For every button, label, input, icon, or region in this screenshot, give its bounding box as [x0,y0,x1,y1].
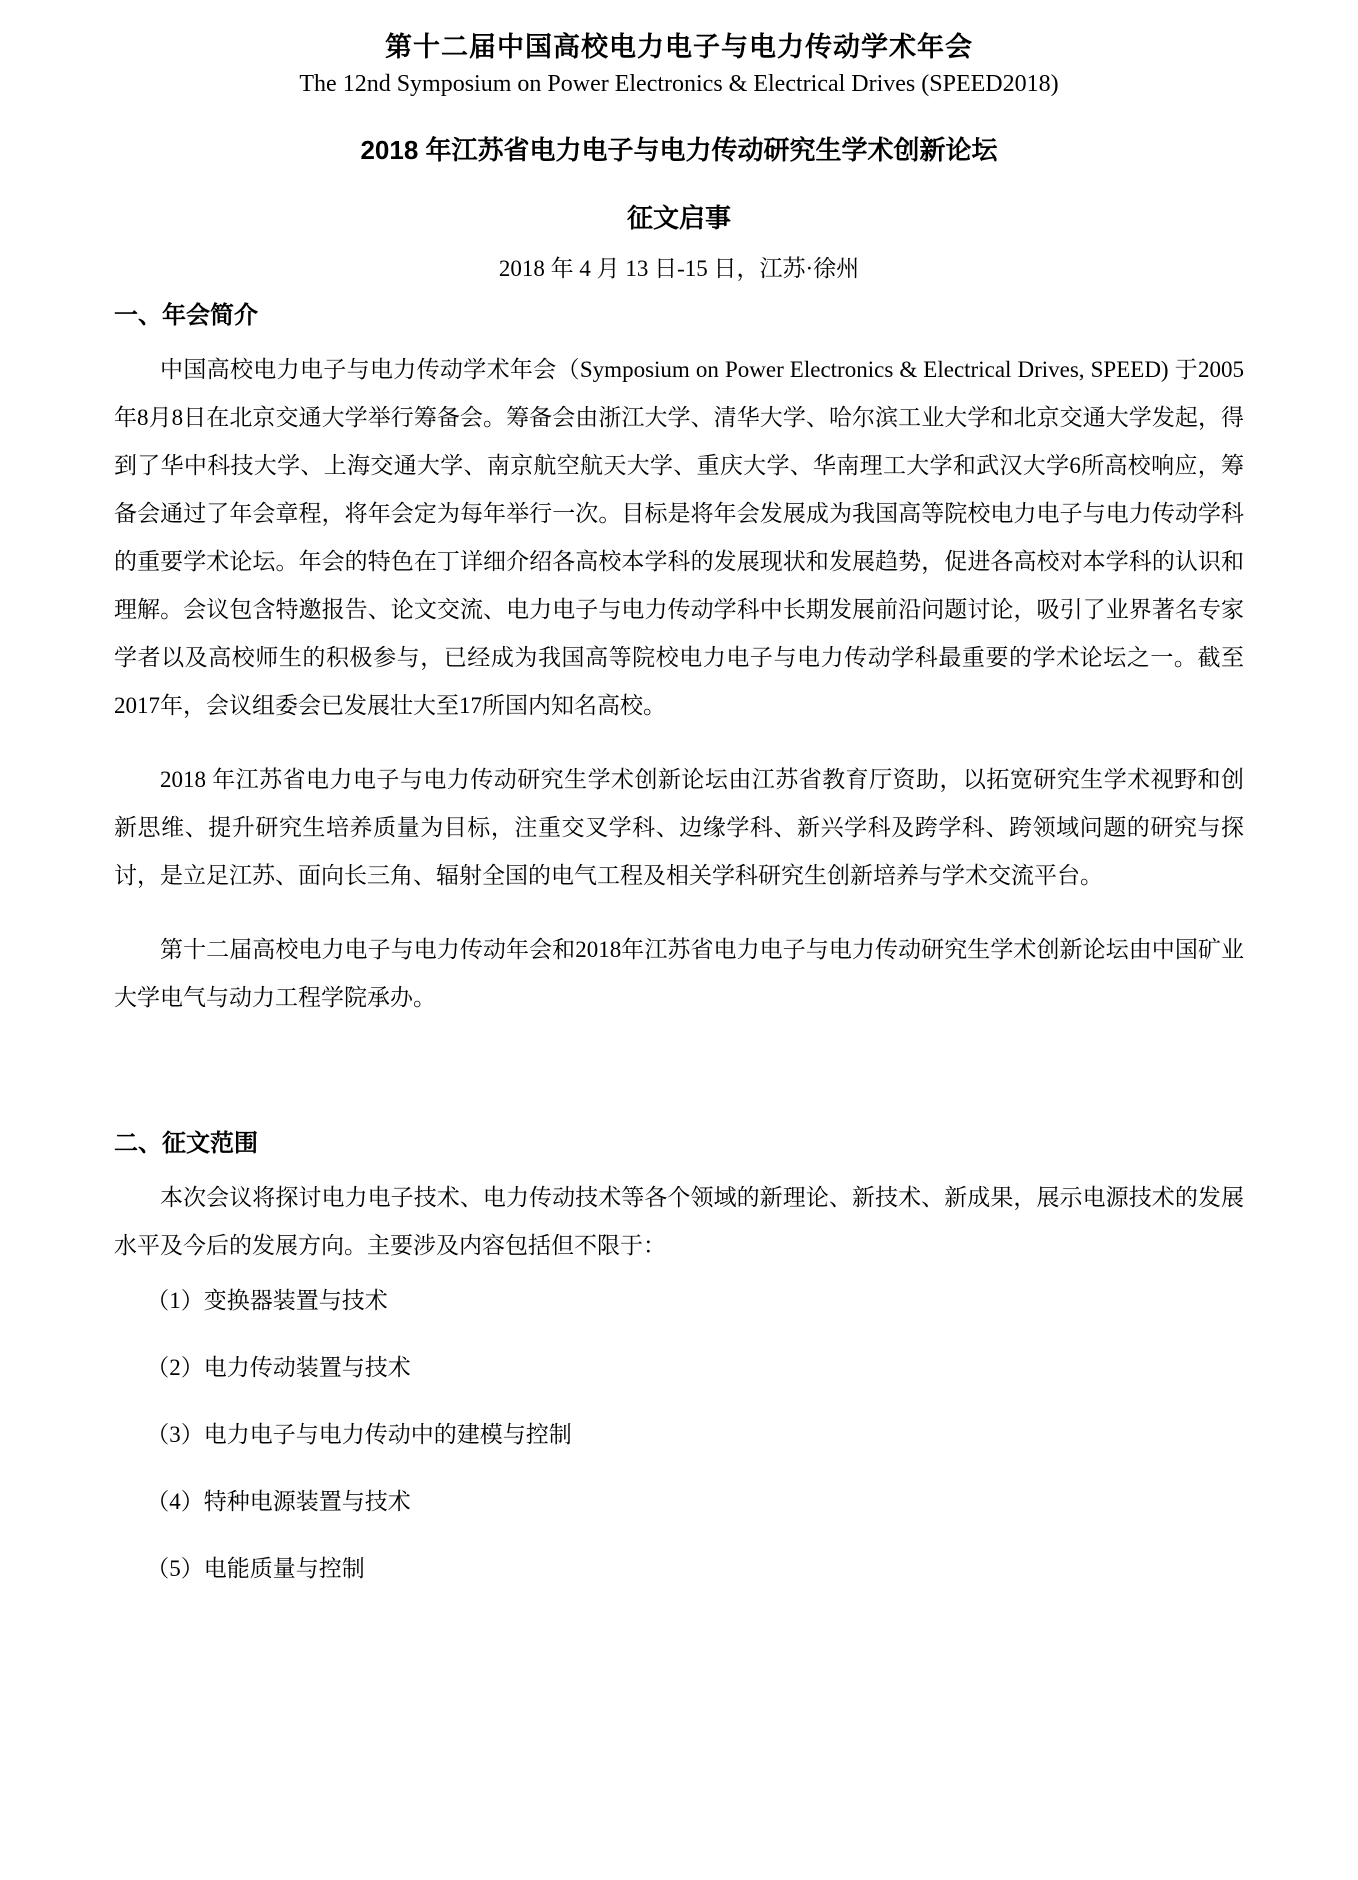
section-scope [114,1126,1244,1586]
scope-item-5: （5）电能质量与控制 [146,1555,365,1581]
scope-item-3: （3）电力电子与电力传动中的建模与控制 [146,1421,572,1447]
scope-item-1: （1）变换器装置与技术 [146,1287,388,1313]
conference-title-en: The 12nd Symposium on Power Electronics & Electrical Drives (SPEED2018) [299,71,1059,98]
doc-title: 征文启事 [626,203,731,234]
forum-title: 2018 年江苏省电力电子与电力传动研究生学术创新论坛 [360,135,998,166]
scope-intro-paragraph: 本次会议将探讨电力电子技术、电力传动技术等各个领域的新理论、新技术、新成果，展示电源技术的发展水平及今后的发展方向。主要涉及内容包括但不限于： [114,1184,1244,1258]
section-2-heading: 二、征文范围 [114,1129,258,1157]
date-location: 2018 年 4 月 13 日-15 日，江苏·徐州 [498,255,860,281]
scope-item-2: （2）电力传动装置与技术 [146,1354,411,1380]
conference-title-cn: 第十二届中国高校电力电子与电力传动学术年会 [385,32,973,62]
scope-item-4: （4）特种电源装置与技术 [146,1488,411,1514]
document-header [114,30,1244,284]
section-1-heading: 一、年会简介 [114,301,258,329]
intro-paragraph-3: 第十二届高校电力电子与电力传动年会和2018年江苏省电力电子与电力传动研究生学术创新论坛由中国矿业大学电气与动力工程学院承办。 [114,936,1244,1010]
scope-list [114,1284,1244,1586]
intro-paragraph-1: 中国高校电力电子与电力传动学术年会（Symposium on Power Electronics & Electrical Drives, SPEED) 于2005年8月8日在北京交通大学举行筹备会。筹备会由浙江大学、清华大学、哈尔滨工业大学和北京交通大学发起，得到了华中科技大学、上海交通大学、南京航空航天大学、重庆大学、华南理工大学和武汉大学6所高校响应，筹备会通过了年会章程，将年会定为每年举行一次。目标是将年会发展成为我国高等院校电力电子与电力传动学科的重要学术论坛。年会的特色在丁详细介绍各高校本学科的发展现状和发展趋势，促进各高校对本学科的认识和理解。会议包含特邀报告、论文交流、电力电子与电力传动学科中长期发展前沿问题讨论，吸引了业界著名专家学者以及高校师生的积极参与，已经成为我国高等院校电力电子与电力传动学科最重要的学术论坛之一。截至2017年，会议组委会已发展壮大至17所国内知名高校。 [114,356,1244,718]
section-introduction [114,298,1244,1022]
intro-paragraph-2: 2018 年江苏省电力电子与电力传动研究生学术创新论坛由江苏省教育厅资助，以拓宽研究生学术视野和创新思维、提升研究生培养质量为目标，注重交叉学科、边缘学科、新兴学科及跨学科、跨领域问题的研究与探讨，是立足江苏、面向长三角、辐射全国的电气工程及相关学科研究生创新培养与学术交流平台。 [114,766,1244,888]
